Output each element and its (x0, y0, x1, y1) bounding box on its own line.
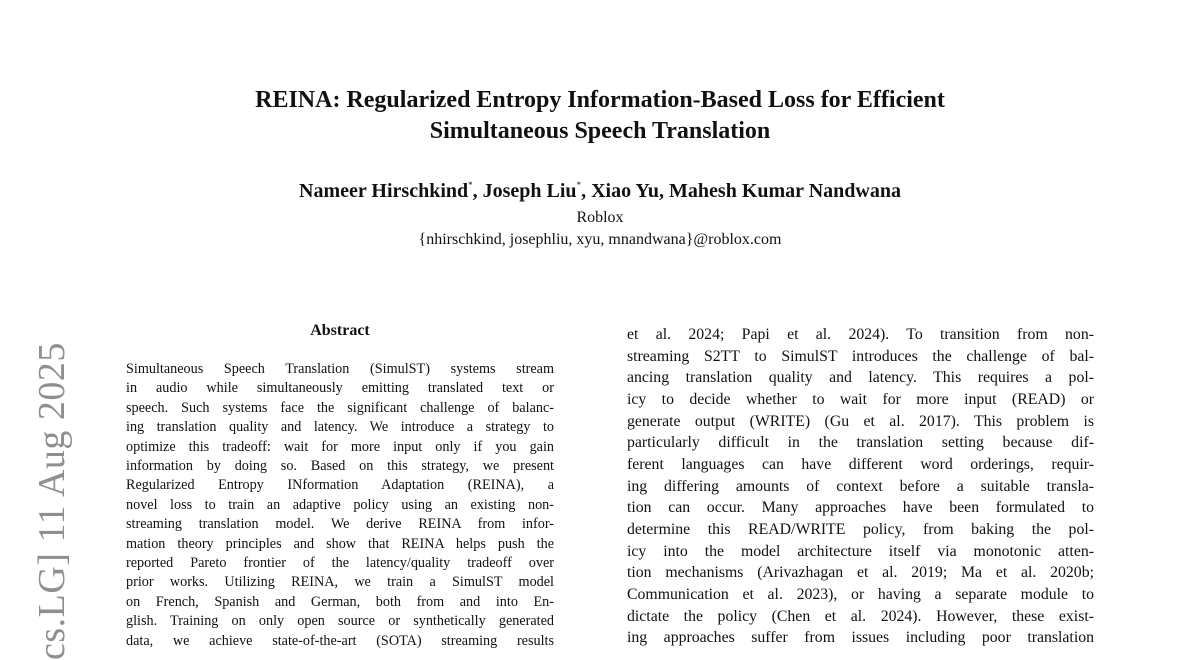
affiliation-block (0, 207, 1200, 251)
abstract-line: glish. Training on only open source or synthetically generated (126, 613, 554, 630)
equal-contribution-mark: * (576, 180, 582, 190)
paper-title (0, 85, 1200, 147)
body-line: particularly difficult in the translation setting because dif- (627, 434, 1094, 452)
body-line: ancing translation quality and latency. This requires a pol- (627, 369, 1094, 387)
introduction-text (627, 324, 1094, 649)
body-line: determine this READ/WRITE policy, from baking the pol- (627, 520, 1094, 538)
body-line: ing approaches suffer from issues including poor translation (627, 629, 1094, 647)
author-name: Joseph Liu (482, 180, 577, 202)
abstract-line: Regularized Entropy INformation Adaptation (REINA), a (126, 477, 554, 494)
body-line: ing differing amounts of context before a suitable transla- (627, 477, 1094, 495)
author-emails: {nhirschkind, josephliu, xyu, mnandwana}@roblox.com (418, 231, 782, 248)
abstract-line: information by doing so. Based on this strategy, we present (126, 458, 554, 475)
body-line: tion can occur. Many approaches have been formulated to (627, 499, 1094, 517)
abstract-line: data, we achieve state-of-the-art (SOTA) streaming results (126, 632, 554, 649)
abstract-line: mation theory principles and show that REINA helps push the (126, 535, 554, 552)
author-name: Nameer Hirschkind (299, 180, 469, 202)
equal-contribution-mark: * (468, 180, 473, 190)
abstract-line: Simultaneous Speech Translation (SimulST) systems stream (126, 361, 554, 377)
body-line: dictate the policy (Chen et al. 2024). However, these exist- (627, 607, 1094, 625)
title-line: REINA: Regularized Entropy Information-Based Loss for Efficient (255, 87, 945, 113)
abstract-line: ing translation quality and latency. We introduce a strategy to (126, 419, 554, 436)
abstract-line: in audio while simultaneously emitting translated text or (126, 380, 554, 397)
abstract-line: reported Pareto frontier of the latency/quality tradeoff over (126, 555, 554, 572)
abstract-line: streaming translation model. We derive REINA from infor- (126, 516, 554, 533)
author-names-rest: Xiao Yu, Mahesh Kumar Nandwana (591, 180, 901, 202)
abstract-line: prior works. Utilizing REINA, we train a SimulST model (126, 574, 554, 591)
body-line: et al. 2024; Papi et al. 2024). To transition from non- (627, 326, 1094, 343)
abstract-line: optimize this tradeoff: wait for more input only if you gain (126, 438, 554, 455)
abstract-text (126, 360, 554, 651)
author-list: Nameer Hirschkind*, Joseph Liu*, Xiao Yu, Mahesh Kumar Nandwana (299, 180, 901, 202)
title-line: Simultaneous Speech Translation (429, 118, 771, 144)
body-line: ferent languages can have different word orderings, requir- (627, 455, 1094, 473)
body-line: streaming S2TT to SimulST introduces the challenge of bal- (627, 347, 1094, 365)
arxiv-side-stamp: cs.LG] 11 Aug 2025 (31, 342, 73, 660)
abstract-line: on French, Spanish and German, both from and into En- (126, 593, 554, 610)
body-line: tion mechanisms (Arivazhagan et al. 2019; Ma et al. 2020b; (627, 564, 1094, 582)
body-line: generate output (WRITE) (Gu et al. 2017). This problem is (627, 412, 1094, 430)
body-line: Communication et al. 2023), or having a separate module to (627, 585, 1094, 603)
body-line: icy to decide whether to wait for more input (READ) or (627, 390, 1094, 408)
abstract-line: novel loss to train an adaptive policy using an existing non- (126, 496, 554, 513)
abstract-heading: Abstract (310, 322, 370, 339)
abstract-line: speech. Such systems face the significant challenge of balanc- (126, 399, 554, 416)
affiliation: Roblox (576, 209, 624, 226)
body-line: icy into the model architecture itself via monotonic atten- (627, 542, 1094, 560)
